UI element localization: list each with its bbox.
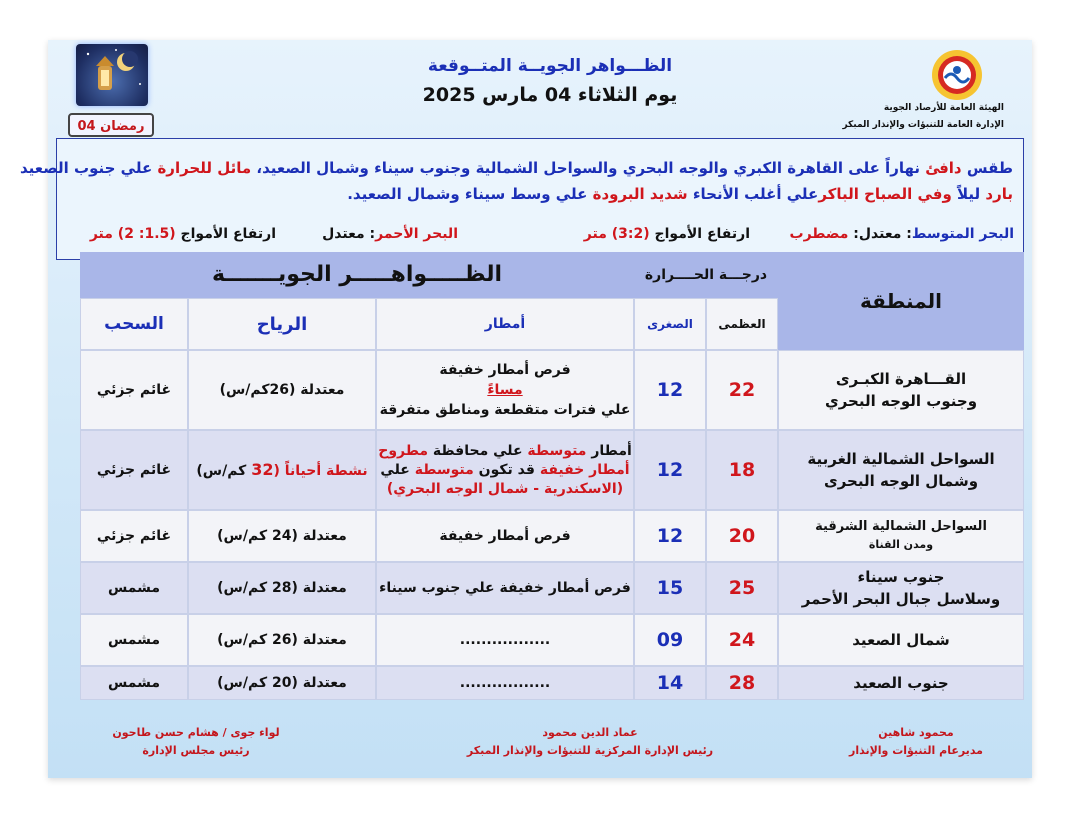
temperature-title: درجـــة الحــــرارة: [644, 267, 768, 283]
region-cell: جنوب الصعيد: [778, 666, 1024, 700]
signature-left-name: لواء جوى / هشام حسن طاحون: [112, 726, 280, 739]
rain-cell: .................: [376, 666, 634, 700]
med-sea-state-rough: مضطرب: [789, 226, 849, 242]
clouds-cell: مشمس: [80, 562, 188, 614]
max-temp: 20: [706, 510, 778, 562]
rain-cell: [376, 430, 634, 510]
rain-text-highlight: مطروح: [378, 442, 429, 459]
wind-cell: معتدلة (20 كم/س): [188, 666, 376, 700]
summary-highlight: مائل للحرارة: [157, 159, 252, 177]
wind-text: كم/س): [196, 462, 252, 479]
max-temp: 28: [706, 666, 778, 700]
max-temp: 25: [706, 562, 778, 614]
med-waves-value: (3:2) متر: [583, 226, 650, 242]
clouds-cell: غائم جزئي: [80, 350, 188, 430]
summary-line-1: [20, 159, 1013, 177]
region-cell: [778, 350, 1024, 430]
min-temp: 14: [634, 666, 706, 700]
col-min: الصغرى: [634, 298, 706, 350]
max-temp: 22: [706, 350, 778, 430]
wind-text: نشطة أحياناً (: [273, 462, 368, 479]
summary-highlight: وفي الصباح الباكر: [818, 185, 952, 203]
signature-right-title: مديرعام التنبؤات والإنذار: [849, 744, 983, 757]
signature-left-title: رئيس مجلس الإدارة: [142, 744, 250, 757]
med-waves-label: ارتفاع الأمواج: [654, 226, 750, 242]
summary-text: علي أغلب الأنحاء: [687, 185, 819, 203]
red-waves-label: ارتفاع الأمواج: [180, 226, 276, 242]
min-temp: 09: [634, 614, 706, 666]
mediterranean-state: [790, 226, 1015, 242]
rain-cell: .................: [376, 614, 634, 666]
summary-text: طقس: [961, 159, 1013, 177]
region-name: جنوب سيناء: [857, 568, 945, 586]
summary-highlight: دافئ: [925, 159, 962, 177]
wind-cell: معتدلة (26 كم/س): [188, 614, 376, 666]
region-name: السواحل الشمالية الغربية: [807, 450, 995, 468]
rain-text-highlight: متوسطة: [527, 442, 587, 459]
red-waves-value: (1.5: 2) متر: [89, 226, 176, 242]
summary-highlight: شديد البرودة: [592, 185, 688, 203]
col-wind: الرياح: [188, 298, 376, 350]
col-rain: أمطار: [376, 298, 634, 350]
org-department: الإدارة العامة للتنبؤات والإنذار المبكر: [842, 120, 1004, 130]
summary-text: علي جنوب الصعيد: [20, 159, 158, 177]
rain-text: علي محافظة: [428, 442, 528, 459]
org-name: الهيئة العامة للأرصاد الجوية: [883, 103, 1004, 113]
page-title: الظـــواهر الجويــة المتــوقعة: [427, 56, 673, 76]
rain-text-highlight: (الاسكندرية - شمال الوجه البحري): [386, 480, 624, 497]
rain-text: قد تكون: [473, 461, 540, 478]
ramadan-lantern-image: [76, 44, 148, 106]
region-cell: [778, 562, 1024, 614]
ema-logo-icon: [930, 48, 984, 102]
region-name: القـــاهرة الكبـرى: [835, 370, 967, 388]
region-cell: [778, 510, 1024, 562]
col-clouds: السحب: [80, 298, 188, 350]
red-sea-label: البحر الأحمر: [375, 226, 458, 242]
max-temp: 24: [706, 614, 778, 666]
summary-text: نهاراً على القاهرة الكبري والوجه البحري والسواحل الشمالية وجنوب سيناء وشمال الصعيد،: [251, 159, 926, 177]
col-max: العظمى: [706, 298, 778, 350]
summary-text: ليلاً: [951, 185, 986, 203]
region-name: وشمال الوجه البحرى: [823, 472, 979, 490]
signature-right-name: محمود شاهين: [878, 726, 954, 739]
min-temp: 12: [634, 510, 706, 562]
clouds-cell: مشمس: [80, 666, 188, 700]
rain-text-highlight: متوسطة: [414, 461, 474, 478]
wind-cell: معتدلة (24 كم/س): [188, 510, 376, 562]
summary-text: علي وسط سيناء وشمال الصعيد.: [347, 185, 593, 203]
summary-line-2: [65, 185, 1013, 203]
signature-center-name: عماد الدين محمود: [542, 726, 638, 739]
region-name: وسلاسل جبال البحر الأحمر: [801, 590, 1001, 608]
rain-cell: فرص أمطار خفيفة علي جنوب سيناء: [376, 562, 634, 614]
rain-text: علي: [380, 461, 415, 478]
min-temp: 15: [634, 562, 706, 614]
max-temp: 18: [706, 430, 778, 510]
min-temp: 12: [634, 350, 706, 430]
region-name: وجنوب الوجه البحري: [824, 392, 978, 410]
mediterranean-waves: [584, 226, 750, 242]
rain-text: علي فترات متقطعة ومناطق متفرقة: [379, 402, 631, 418]
clouds-cell: غائم جزئي: [80, 510, 188, 562]
rain-text-highlight: مساءً: [487, 382, 523, 398]
summary-highlight: بارد: [985, 185, 1013, 203]
wind-cell: معتدلة (26كم/س): [188, 350, 376, 430]
signature-center-title: رئيس الإدارة المركزية للتنبؤات والإنذار المبكر: [466, 744, 714, 757]
wind-cell: معتدلة (28 كم/س): [188, 562, 376, 614]
rain-text-highlight: أمطار خفيفة: [539, 461, 630, 478]
med-sea-state: : معتدل:: [848, 226, 912, 242]
phenomena-title: الظـــــواهـــــر الجويـــــــة: [211, 261, 503, 287]
red-sea-state-value: : معتدل: [322, 226, 376, 242]
rain-text: أمطار: [586, 442, 632, 459]
region-header: المنطقة: [778, 252, 1024, 350]
min-temp: 12: [634, 430, 706, 510]
wind-speed: 32: [251, 459, 274, 479]
region-cell: شمال الصعيد: [778, 614, 1024, 666]
ramadan-day-badge: 04 رمضان: [68, 113, 154, 137]
med-sea-label: البحر المتوسط: [911, 226, 1014, 242]
clouds-cell: مشمس: [80, 614, 188, 666]
rain-cell: فرص أمطار خفيفة: [376, 510, 634, 562]
region-name: السواحل الشمالية الشرقية: [815, 519, 987, 534]
forecast-table: [80, 252, 1024, 702]
red-sea-waves: [90, 226, 276, 242]
region-cell: [778, 430, 1024, 510]
wind-cell: [188, 430, 376, 510]
forecast-date: يوم الثلاثاء 04 مارس 2025: [422, 84, 678, 106]
region-name: ومدن القناة: [868, 538, 934, 551]
rain-text: فرص أمطار خفيفة: [439, 362, 571, 378]
red-sea-state: [322, 226, 458, 242]
rain-cell: [376, 350, 634, 430]
clouds-cell: غائم جزئي: [80, 430, 188, 510]
